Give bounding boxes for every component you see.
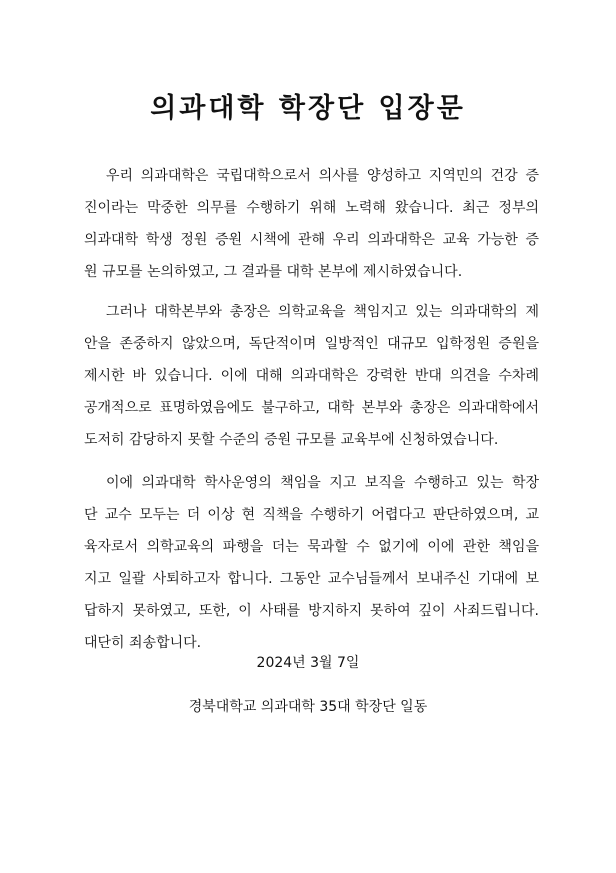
- paragraph-line: 육자로서 의학교육의 파행을 더는 묵과할 수 없기에 이에 관한 책임을: [84, 539, 539, 555]
- paragraph-line: 원 규모를 논의하였고, 그 결과를 대학 본부에 제시하였습니다.: [84, 264, 463, 280]
- paragraph-line: 제시한 바 있습니다. 이에 대해 의과대학은 강력한 반대 의견을 수차례: [84, 368, 539, 384]
- document-title: 의과대학 학장단 입장문: [150, 93, 466, 124]
- paragraph-1: [84, 160, 539, 288]
- paragraph-line: 의과대학 학생 정원 증원 시책에 관해 우리 의과대학은 교육 가능한 증: [84, 232, 539, 248]
- paragraph-line: 답하지 못하였고, 또한, 이 사태를 방지하지 못하여 깊이 사죄드립니다.: [84, 603, 539, 619]
- signature: 경북대학교 의과대학 35대 학장단 일동: [188, 699, 428, 715]
- statement-date: 2024년 3월 7일: [256, 655, 360, 671]
- paragraph-line: 도저히 감당하지 못할 수준의 증원 규모를 교육부에 신청하였습니다.: [84, 432, 499, 448]
- paragraph-line: 단 교수 모두는 더 이상 현 직책을 수행하기 어렵다고 판단하였으며, 교: [84, 507, 539, 523]
- paragraph-line: 대단히 죄송합니다.: [84, 635, 202, 651]
- paragraph-line: 공개적으로 표명하였음에도 불구하고, 대학 본부와 총장은 의과대학에서: [84, 400, 539, 416]
- paragraph-line: 이에 의과대학 학사운영의 책임을 지고 보직을 수행하고 있는 학장: [106, 475, 539, 491]
- paragraph-line: 안을 존중하지 않았으며, 독단적이며 일방적인 대규모 입학정원 증원을: [84, 336, 539, 352]
- paragraph-line: 진이라는 막중한 의무를 수행하기 위해 노력해 왔습니다. 최근 정부의: [84, 200, 539, 216]
- paragraph-line: 지고 일괄 사퇴하고자 합니다. 그동안 교수님들께서 보내주신 기대에 보: [84, 571, 539, 587]
- paragraph-line: 우리 의과대학은 국립대학으로서 의사를 양성하고 지역민의 건강 증: [106, 168, 539, 184]
- paragraph-line: 그러나 대학본부와 총장은 의학교육을 책임지고 있는 의과대학의 제: [106, 304, 539, 320]
- paragraph-3: [84, 467, 539, 659]
- paragraph-2: [84, 296, 539, 456]
